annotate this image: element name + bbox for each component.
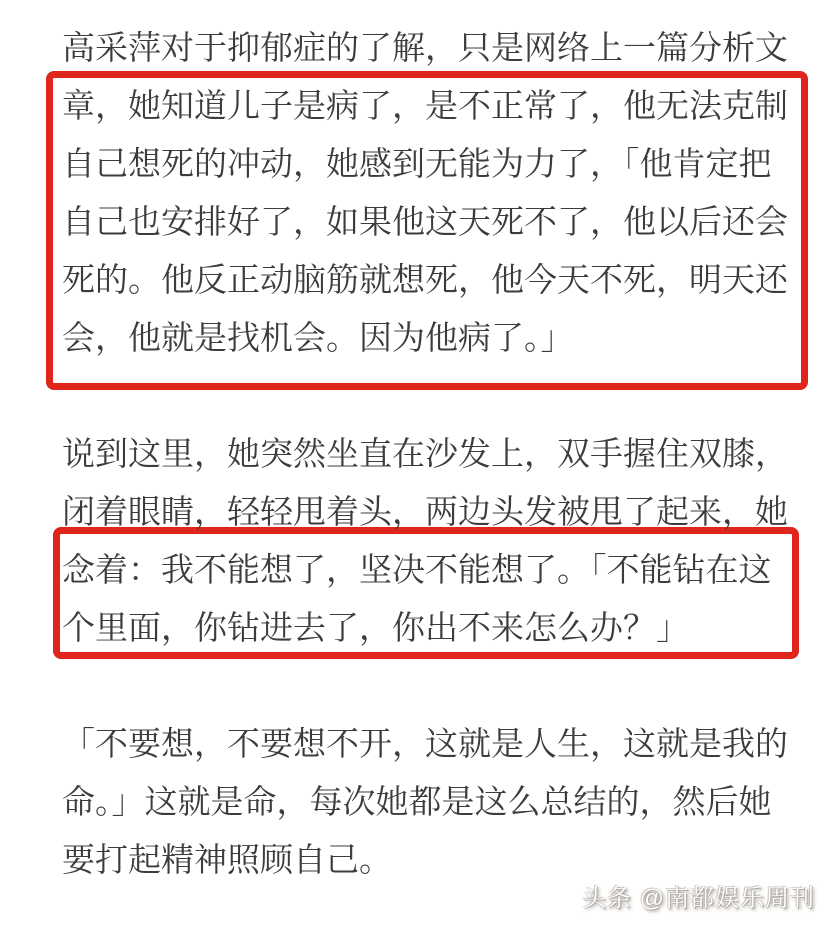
text-line: 要打起精神照顾自己。	[62, 840, 392, 878]
text-line: 高采萍对于抑郁症的了解，只是网络上一篇分析文	[62, 28, 788, 66]
text-line: 「不要想，不要想不开，这就是人生，这就是我的	[62, 724, 788, 762]
text-line: 念着：我不能想了，坚决不能想了。「不能钻在这	[62, 550, 772, 588]
text-line: 闭着眼睛，轻轻甩着头，两边头发被甩了起来，她	[62, 492, 788, 530]
text-line: 自己想死的冲动，她感到无能为力了，「他肯定把	[62, 144, 772, 182]
text-line: 个里面，你钻进去了，你出不来怎么办？」	[62, 608, 689, 646]
text-line: 说到这里，她突然坐直在沙发上，双手握住双膝，	[62, 434, 788, 472]
text-line: 章，她知道儿子是病了，是不正常了，他无法克制	[62, 86, 788, 124]
text-line: 自己也安排好了，如果他这天死不了，他以后还会	[62, 202, 788, 240]
paragraph-3	[62, 712, 828, 886]
text-line: 命。」这就是命，每次她都是这么总结的，然后她	[62, 782, 772, 820]
text-line: 死的。他反正动脑筋就想死，他今天不死，明天还	[62, 260, 788, 298]
watermark: 头条 @南都娱乐周刊	[581, 885, 815, 912]
text-line: 会，他就是找机会。因为他病了。」	[62, 318, 574, 356]
paragraph-2	[62, 422, 828, 654]
paragraph-1	[62, 16, 828, 364]
